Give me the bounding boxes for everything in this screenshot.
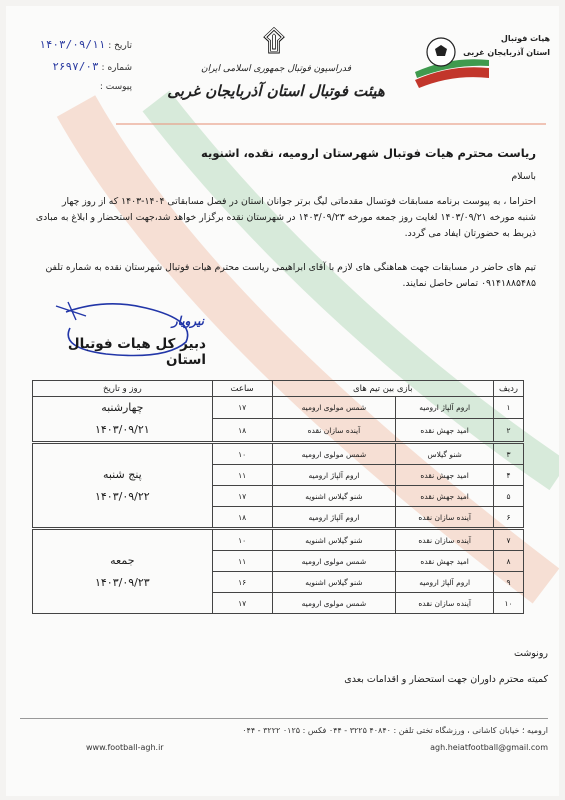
row-number: ۱ xyxy=(494,397,524,419)
recipient: ریاست محترم هیات فوتبال شهرستان ارومیه، نقده، اشنویه xyxy=(201,146,536,160)
home-team: اروم آلپاژ ارومیه xyxy=(396,572,494,593)
home-team: شنو گیلاس xyxy=(396,443,494,465)
match-time: ۱۷ xyxy=(212,486,272,507)
footer-divider xyxy=(20,718,548,719)
cc-label: رونوشت xyxy=(513,648,548,659)
logo-line2: استان آذربایجان غربی xyxy=(463,48,550,57)
greeting: باسلام xyxy=(511,171,536,182)
away-team: شنو گیلاس اشنویه xyxy=(272,486,396,507)
match-time: ۱۰ xyxy=(212,443,272,465)
col-header-row: ردیف xyxy=(494,381,524,397)
attachment-line xyxy=(36,82,132,92)
match-time: ۱۸ xyxy=(212,419,272,443)
match-time: ۱۷ xyxy=(212,397,272,419)
footer-email: agh.heiatfootball@gmail.com xyxy=(430,743,548,752)
match-time: ۱۸ xyxy=(212,507,272,529)
cc-line-1: کمیته محترم داوران جهت استحضار و اقدامات بعدی xyxy=(344,674,548,685)
signer-name: نیرویار xyxy=(171,314,204,328)
iran-emblem-icon: ۩ xyxy=(262,24,286,59)
date-value: ۱۴۰۳/۰۹/۱۱ xyxy=(39,38,106,51)
away-team: اروم آلپاژ ارومیه xyxy=(272,507,396,529)
paragraph-2-line-2: ۰۹۱۴۱۸۸۵۴۸۵ تماس حاصل نمایند. xyxy=(402,278,536,289)
date-label: تاریخ : xyxy=(108,41,132,51)
home-team: آینده سازان نقده xyxy=(396,593,494,614)
home-team: امید جهش نقده xyxy=(396,419,494,443)
letter-page xyxy=(6,6,559,796)
schedule-table xyxy=(32,380,524,614)
schedule-table-wrap xyxy=(32,380,524,614)
paragraph-1-line-3: ذیربط به حضورتان ایفاد می گردد. xyxy=(404,228,536,239)
away-team: آینده سازان نقده xyxy=(272,419,396,443)
table-row xyxy=(33,443,524,465)
attachment-label: پیوست : xyxy=(99,82,132,92)
board-title: هیئت فوتبال استان آذربایجان غربی xyxy=(167,82,385,100)
row-number: ۲ xyxy=(494,419,524,443)
paragraph-1-line-2: شنبه مورخه ۱۴۰۳/۰۹/۲۱ لغایت روز جمعه مورخه ۱۴۰۳/۰۹/۲۳ در شهرستان نقده برگزار خواهد شد،جهت استحضار و ابلاغ به مبادی xyxy=(35,212,536,223)
away-team: شمس مولوی ارومیه xyxy=(272,551,396,572)
logo-line1: هیات فوتبال xyxy=(500,34,550,43)
away-team: شمس مولوی ارومیه xyxy=(272,443,396,465)
paragraph-2 xyxy=(20,260,536,292)
away-team: شمس مولوی ارومیه xyxy=(272,593,396,614)
home-team: امید جهش نقده xyxy=(396,551,494,572)
away-team: اروم آلپاژ ارومیه xyxy=(272,465,396,486)
col-header-match: بازی بین تیم های xyxy=(272,381,493,397)
footer-website: www.football-agh.ir xyxy=(86,743,164,752)
day-date: ۱۴۰۳/۰۹/۲۳ xyxy=(94,575,150,589)
paragraph-2-line-1: تیم های حاضر در مسابقات جهت هماهنگی های لازم با آقای ابراهیمی ریاست محترم هیات فوتبال شهرستان نقده به شماره تلفن xyxy=(45,262,536,273)
match-time: ۱۰ xyxy=(212,529,272,551)
col-header-time: ساعت xyxy=(212,381,272,397)
row-number: ۹ xyxy=(494,572,524,593)
col-header-day: روز و تاریخ xyxy=(33,381,213,397)
away-team: شنو گیلاس اشنویه xyxy=(272,572,396,593)
day-name: پنج شنبه xyxy=(102,467,142,481)
day-cell-3 xyxy=(33,529,213,614)
row-number: ۸ xyxy=(494,551,524,572)
match-time: ۱۱ xyxy=(212,551,272,572)
footer-address: ارومیه ؛ خیابان کاشانی ، ورزشگاه تختی تلفن : ۴۰۸۴۰ ۳۲۲۵ - ۰۴۴ فکس : ۰۱۲۵ ۳۲۲۲ - ۰۴۴ xyxy=(242,726,548,735)
away-team: شمس مولوی ارومیه xyxy=(272,397,396,419)
day-date: ۱۴۰۳/۰۹/۲۲ xyxy=(94,489,150,503)
table-row xyxy=(33,397,524,419)
date-line xyxy=(36,38,132,51)
row-number: ۳ xyxy=(494,443,524,465)
home-team: امید جهش نقده xyxy=(396,465,494,486)
paragraph-1 xyxy=(20,194,536,242)
match-time: ۱۱ xyxy=(212,465,272,486)
match-time: ۱۷ xyxy=(212,593,272,614)
row-number: ۷ xyxy=(494,529,524,551)
federation-title: فدراسیون فوتبال جمهوری اسلامی ایران xyxy=(200,64,352,74)
table-row xyxy=(33,529,524,551)
paragraph-1-line-1: احتراما ، به پیوست برنامه مسابقات فوتسال مقدماتی لیگ برتر جوانان استان در فصل مسابقاتی ۱۴۰۴-۱۴۰۳ که از روز چهار xyxy=(61,196,536,207)
table-header-row xyxy=(33,381,524,397)
home-team: امید جهش نقده xyxy=(396,486,494,507)
number-value: ۲۶۹۷/۰۳ xyxy=(52,60,99,73)
row-number: ۶ xyxy=(494,507,524,529)
day-cell-1 xyxy=(33,397,213,443)
row-number: ۱۰ xyxy=(494,593,524,614)
away-team: شنو گیلاس اشنویه xyxy=(272,529,396,551)
day-name: چهارشنبه xyxy=(101,401,144,414)
number-label: شماره : xyxy=(101,63,132,73)
home-team: اروم آلپاژ ارومیه xyxy=(396,397,494,419)
row-number: ۴ xyxy=(494,465,524,486)
home-team: آینده سازان نقده xyxy=(396,529,494,551)
day-date: ۱۴۰۳/۰۹/۲۱ xyxy=(94,423,150,436)
home-team: آینده سازان نقده xyxy=(396,507,494,529)
day-name: جمعه xyxy=(110,553,135,567)
day-cell-2 xyxy=(33,443,213,529)
signer-title: دبیر کل هیات فوتبال استان xyxy=(67,336,206,368)
match-time: ۱۶ xyxy=(212,572,272,593)
number-line xyxy=(36,60,132,73)
row-number: ۵ xyxy=(494,486,524,507)
